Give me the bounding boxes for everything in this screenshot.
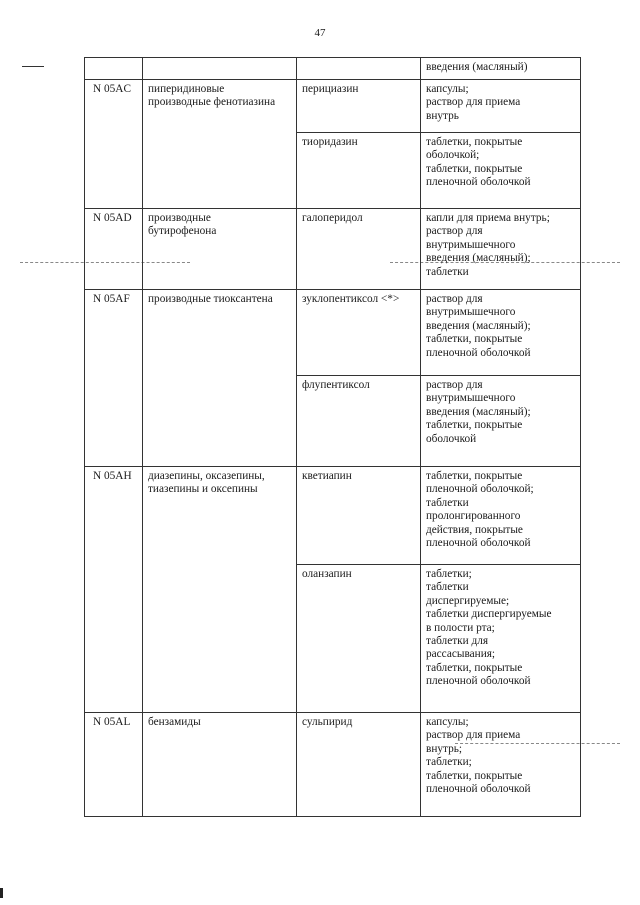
group-cell: производные тиоксантена bbox=[143, 290, 297, 467]
drug-cell: зуклопентиксол <*> bbox=[297, 290, 421, 376]
code-cell bbox=[85, 58, 143, 80]
margin-mark bbox=[22, 66, 44, 67]
forms-cell: капли для приема внутрь; раствор для внутримышечного введения (масляный); таблетки bbox=[421, 209, 581, 290]
drug-cell: кветиапин bbox=[297, 467, 421, 565]
code-cell: N 05AH bbox=[85, 467, 143, 713]
page-number: 47 bbox=[314, 27, 326, 39]
table-row bbox=[85, 713, 581, 817]
group-cell: диазепины, оксазепины, тиазепины и оксепины bbox=[143, 467, 297, 713]
drug-table bbox=[84, 57, 581, 817]
scan-edge-mark bbox=[0, 888, 3, 898]
drug-cell bbox=[297, 58, 421, 80]
drug-cell: перициазин bbox=[297, 80, 421, 133]
group-cell: бензамиды bbox=[143, 713, 297, 817]
forms-cell: таблетки, покрытые оболочкой; таблетки, покрытые пленочной оболочкой bbox=[421, 133, 581, 209]
forms-cell: введения (масляный) bbox=[421, 58, 581, 80]
drug-cell: оланзапин bbox=[297, 565, 421, 713]
forms-cell: раствор для внутримышечного введения (масляный); таблетки, покрытые пленочной оболочкой bbox=[421, 290, 581, 376]
forms-cell: раствор для внутримышечного введения (масляный); таблетки, покрытые оболочкой bbox=[421, 376, 581, 467]
table-row bbox=[85, 58, 581, 80]
drug-cell: тиоридазин bbox=[297, 133, 421, 209]
forms-cell: капсулы; раствор для приема внутрь bbox=[421, 80, 581, 133]
table-row bbox=[85, 467, 581, 565]
drug-cell: сульпирид bbox=[297, 713, 421, 817]
group-cell: производные бутирофенона bbox=[143, 209, 297, 290]
code-cell: N 05AF bbox=[85, 290, 143, 467]
group-cell: пиперидиновые производные фенотиазина bbox=[143, 80, 297, 209]
forms-cell: капсулы; раствор для приема внутрь; таблетки; таблетки, покрытые пленочной оболочкой bbox=[421, 713, 581, 817]
forms-cell: таблетки, покрытые пленочной оболочкой; таблетки пролонгированного действия, покрытые пленочной оболочкой bbox=[421, 467, 581, 565]
forms-cell: таблетки; таблетки диспергируемые; таблетки диспергируемые в полости рта; таблетки для рассасывания; таблетки, покрытые пленочной оболочкой bbox=[421, 565, 581, 713]
drug-cell: галоперидол bbox=[297, 209, 421, 290]
table-row bbox=[85, 290, 581, 376]
table-row bbox=[85, 209, 581, 290]
code-cell: N 05AD bbox=[85, 209, 143, 290]
code-cell: N 05AL bbox=[85, 713, 143, 817]
drug-cell: флупентиксол bbox=[297, 376, 421, 467]
code-cell: N 05AC bbox=[85, 80, 143, 209]
group-cell bbox=[143, 58, 297, 80]
table-row bbox=[85, 80, 581, 133]
